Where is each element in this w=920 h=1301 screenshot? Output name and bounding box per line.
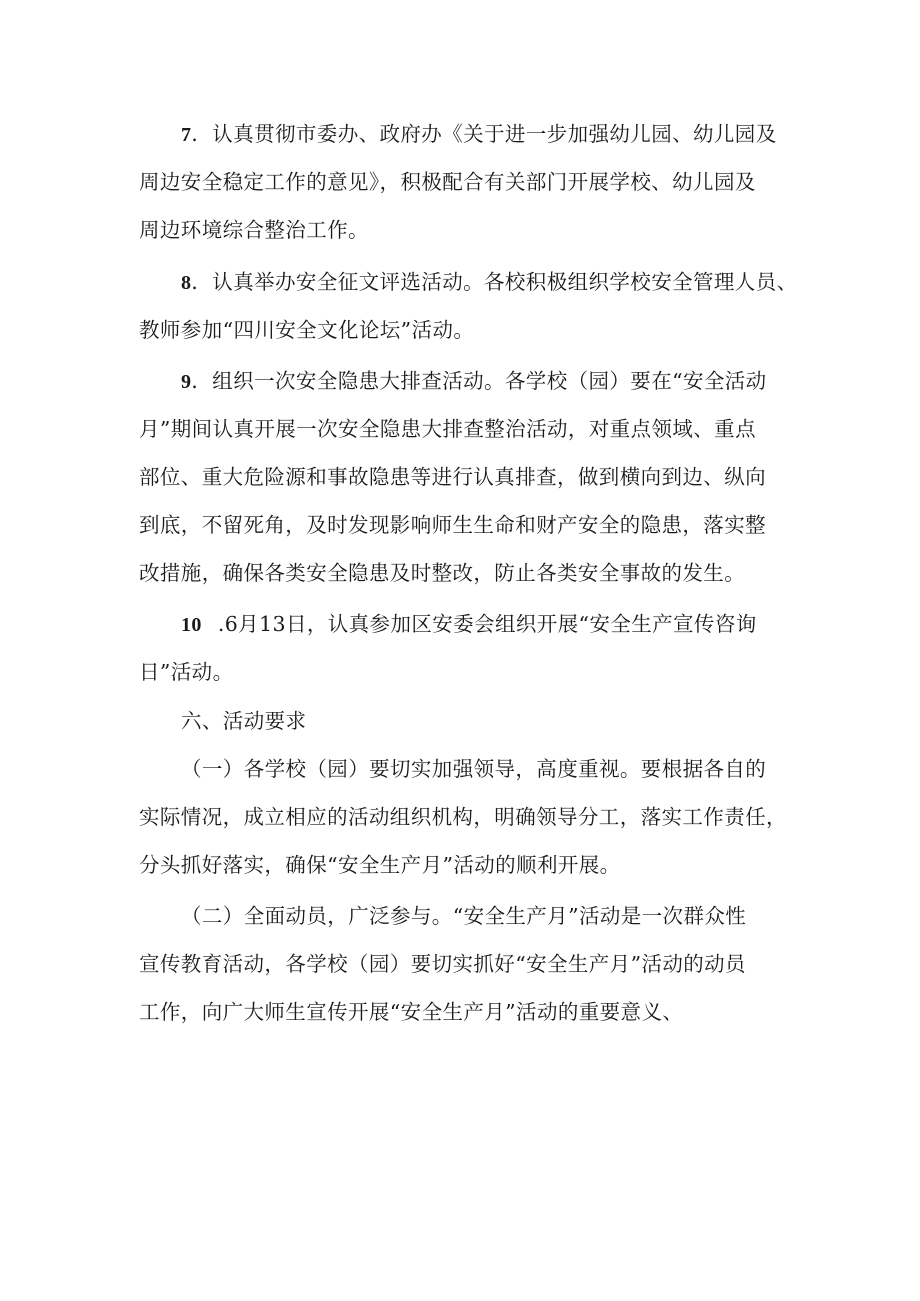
paragraph-line: 工作，向广大师生宣传开展“安全生产月”活动的重要意义、 xyxy=(139,1000,684,1024)
paragraph-line: 月”期间认真开展一次安全隐患大排查整治活动，对重点领域、重点 xyxy=(139,417,756,441)
paragraph-line: 到底，不留死角，及时发现影响师生生命和财产安全的隐患，落实整 xyxy=(139,513,766,537)
paragraph-line: 部位、重大危险源和事故隐患等进行认真排查，做到横向到边、纵向 xyxy=(139,465,766,489)
paragraph-line xyxy=(181,110,777,158)
paragraph-line xyxy=(181,600,757,648)
item-number: 8 xyxy=(181,272,192,294)
paragraph-line: 宣传教育活动，各学校（园）要切实抓好“安全生产月”活动的动员 xyxy=(139,952,746,976)
item-number: 7 xyxy=(181,124,192,146)
paragraph-line: 实际情况，成立相应的活动组织机构，明确领导分工，落实工作责任， xyxy=(139,805,787,829)
paragraph-line: （二）全面动员，广泛参与。“安全生产月”活动是一次群众性 xyxy=(181,904,747,928)
line-text: ．组织一次安全隐患大排查活动。各学校（园）要在“安全活动 xyxy=(191,369,767,393)
item-number: 9 xyxy=(181,371,192,393)
paragraph-line: 周边环境综合整治工作。 xyxy=(139,218,369,242)
paragraph-line xyxy=(181,258,798,306)
paragraph-line: 改措施，确保各类安全隐患及时整改，防止各类安全事故的发生。 xyxy=(139,561,746,585)
paragraph-line: 教师参加“四川安全文化论坛”活动。 xyxy=(139,318,475,342)
line-text: ．认真举办安全征文评选活动。各校积极组织学校安全管理人员、 xyxy=(191,270,798,294)
paragraph-line: 周边安全稳定工作的意见》，积极配合有关部门开展学校、幼儿园及 xyxy=(139,170,756,194)
line-text: ．认真贯彻市委办、政府办《关于进一步加强幼儿园、幼儿园及 xyxy=(191,122,777,146)
paragraph-line: 分头抓好落实，确保“安全生产月”活动的顺利开展。 xyxy=(139,853,621,877)
section-title: 六、活动要求 xyxy=(181,709,307,733)
item-number: 10 xyxy=(181,614,202,636)
paragraph-line: （一）各学校（园）要切实加强领导，高度重视。要根据各自的 xyxy=(181,757,767,781)
paragraph-line: 日”活动。 xyxy=(139,660,234,684)
paragraph-line xyxy=(181,357,767,405)
line-text: .6月13日，认真参加区安委会组织开展“安全生产宣传咨询 xyxy=(217,612,757,636)
